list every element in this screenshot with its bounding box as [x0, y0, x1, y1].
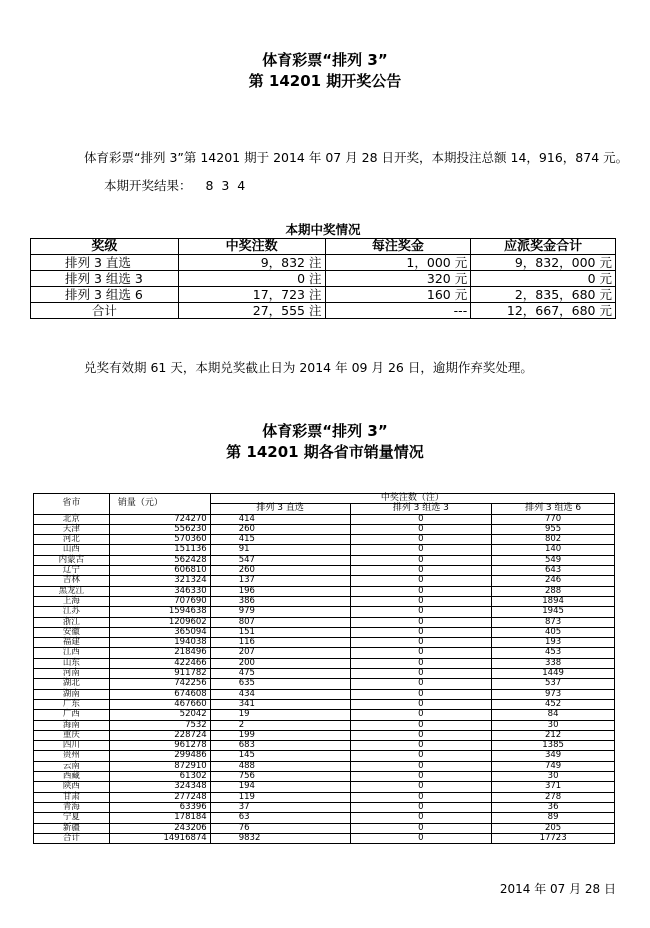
sales-province: 新疆 — [34, 823, 110, 833]
prize-table-caption: 本期中奖情况 — [285, 222, 361, 237]
table-row — [34, 792, 615, 802]
table-row — [34, 833, 615, 843]
sales-amount: 243206 — [109, 823, 210, 833]
sales-direct: 194 — [210, 782, 350, 792]
sales-group6: 453 — [492, 648, 615, 658]
sales-province: 湖南 — [34, 689, 110, 699]
sales-group3: 0 — [350, 514, 492, 524]
sales-province: 山西 — [34, 545, 110, 555]
sales-amount: 467660 — [109, 699, 210, 709]
prize-per: 1，000 元 — [325, 255, 471, 271]
sales-amount: 562428 — [109, 555, 210, 565]
sales-group6: 873 — [492, 617, 615, 627]
sales-amount: 570360 — [109, 535, 210, 545]
table-row — [34, 669, 615, 679]
table-row — [34, 596, 615, 606]
sales-group3: 0 — [350, 638, 492, 648]
sales-amount: 724270 — [109, 514, 210, 524]
sales-group3: 0 — [350, 802, 492, 812]
sales-amount: 556230 — [109, 524, 210, 534]
sales-amount: 218496 — [109, 648, 210, 658]
sales-group3: 0 — [350, 699, 492, 709]
table-row — [34, 648, 615, 658]
prize-header-count: 中奖注数 — [178, 239, 325, 255]
sales-direct: 434 — [210, 689, 350, 699]
sales-group3: 0 — [350, 813, 492, 823]
sales-direct: 683 — [210, 741, 350, 751]
sales-direct: 151 — [210, 627, 350, 637]
sales-group6: 749 — [492, 761, 615, 771]
sales-direct: 415 — [210, 535, 350, 545]
prize-level: 排列 3 组选 6 — [31, 287, 179, 303]
draw-result-numbers: 8 3 4 — [205, 178, 246, 193]
sales-amount: 61302 — [109, 772, 210, 782]
sales-subtitle: 第 14201 期各省市销量情况 — [226, 443, 424, 461]
sales-group3: 0 — [350, 833, 492, 843]
table-row — [34, 514, 615, 524]
prize-row-total — [31, 303, 616, 319]
prize-level: 排列 3 组选 3 — [31, 271, 179, 287]
prize-row — [31, 255, 616, 271]
draw-result-label: 本期开奖结果： — [104, 178, 192, 193]
sales-province: 河北 — [34, 535, 110, 545]
sales-group6: 140 — [492, 545, 615, 555]
sales-group3: 0 — [350, 669, 492, 679]
sales-province: 浙江 — [34, 617, 110, 627]
table-row — [34, 638, 615, 648]
sales-amount: 606810 — [109, 566, 210, 576]
table-row — [34, 699, 615, 709]
sales-amount: 52042 — [109, 710, 210, 720]
table-row — [34, 535, 615, 545]
sales-direct: 37 — [210, 802, 350, 812]
sales-group3: 0 — [350, 730, 492, 740]
sales-amount: 1594638 — [109, 607, 210, 617]
sales-direct: 116 — [210, 638, 350, 648]
prize-count: 27，555 注 — [178, 303, 325, 319]
prize-total: 12，667，680 元 — [471, 303, 616, 319]
sales-table-body — [34, 514, 615, 844]
table-row — [34, 555, 615, 565]
sales-direct: 386 — [210, 596, 350, 606]
sales-direct: 91 — [210, 545, 350, 555]
sales-amount: 872910 — [109, 761, 210, 771]
prize-count: 17，723 注 — [178, 287, 325, 303]
sales-group3: 0 — [350, 823, 492, 833]
sales-group3: 0 — [350, 751, 492, 761]
prize-total: 2，835，680 元 — [471, 287, 616, 303]
sales-group6: 212 — [492, 730, 615, 740]
sales-group6: 973 — [492, 689, 615, 699]
sales-header-group: 中奖注数（注） — [210, 494, 614, 504]
prize-total: 0 元 — [471, 271, 616, 287]
sales-province: 江苏 — [34, 607, 110, 617]
sales-direct: 488 — [210, 761, 350, 771]
sales-province: 陕西 — [34, 782, 110, 792]
sales-province: 辽宁 — [34, 566, 110, 576]
sales-group3: 0 — [350, 772, 492, 782]
sales-province: 贵州 — [34, 751, 110, 761]
sales-group3: 0 — [350, 627, 492, 637]
sales-province: 福建 — [34, 638, 110, 648]
prize-header-total: 应派奖金合计 — [471, 239, 616, 255]
sales-amount: 422466 — [109, 658, 210, 668]
sales-province: 西藏 — [34, 772, 110, 782]
prize-header-per: 每注奖金 — [325, 239, 471, 255]
sales-group3: 0 — [350, 689, 492, 699]
sales-amount: 324348 — [109, 782, 210, 792]
notice-title: 体育彩票“排列 3” — [262, 51, 388, 69]
sales-group6: 1385 — [492, 741, 615, 751]
sales-amount: 365094 — [109, 627, 210, 637]
sales-group3: 0 — [350, 782, 492, 792]
sales-province: 内蒙古 — [34, 555, 110, 565]
sales-group3: 0 — [350, 545, 492, 555]
table-row — [34, 802, 615, 812]
sales-amount: 674608 — [109, 689, 210, 699]
sales-province: 广东 — [34, 699, 110, 709]
sales-province: 天津 — [34, 524, 110, 534]
sales-amount: 321324 — [109, 576, 210, 586]
sales-direct: 9832 — [210, 833, 350, 843]
draw-result — [104, 176, 245, 194]
sales-group6: 643 — [492, 566, 615, 576]
sales-group3: 0 — [350, 535, 492, 545]
prize-row — [31, 287, 616, 303]
sales-amount: 707690 — [109, 596, 210, 606]
table-row — [34, 689, 615, 699]
prize-header-level: 奖级 — [31, 239, 179, 255]
prize-per: 320 元 — [325, 271, 471, 287]
sales-table — [33, 493, 615, 844]
sales-amount: 1209602 — [109, 617, 210, 627]
prize-per: 160 元 — [325, 287, 471, 303]
sales-amount: 346330 — [109, 586, 210, 596]
prize-level: 合计 — [31, 303, 179, 319]
sales-amount: 299486 — [109, 751, 210, 761]
sales-group6: 452 — [492, 699, 615, 709]
sales-group6: 802 — [492, 535, 615, 545]
sales-header-group6: 排列 3 组选 6 — [492, 504, 615, 514]
sales-province: 上海 — [34, 596, 110, 606]
sales-group3: 0 — [350, 741, 492, 751]
table-row — [34, 566, 615, 576]
expiry-notice: 兑奖有效期 61 天，本期兑奖截止日为 2014 年 09 月 26 日，逾期作弃奖处理。 — [84, 360, 533, 375]
sales-group6: 1894 — [492, 596, 615, 606]
sales-date: 2014 年 07 月 28 日 — [499, 882, 616, 896]
sales-group6: 288 — [492, 586, 615, 596]
sales-province: 河南 — [34, 669, 110, 679]
sales-direct: 475 — [210, 669, 350, 679]
sales-direct: 807 — [210, 617, 350, 627]
sales-header-sales: 销量（元） — [109, 494, 210, 515]
sales-group6: 84 — [492, 710, 615, 720]
sales-group6: 349 — [492, 751, 615, 761]
sales-group3: 0 — [350, 617, 492, 627]
sales-group6: 17723 — [492, 833, 615, 843]
sales-direct: 145 — [210, 751, 350, 761]
sales-province: 合计 — [34, 833, 110, 843]
sales-province: 北京 — [34, 514, 110, 524]
sales-amount: 63396 — [109, 802, 210, 812]
table-row — [34, 761, 615, 771]
sales-province: 四川 — [34, 741, 110, 751]
sales-group3: 0 — [350, 586, 492, 596]
sales-title: 体育彩票“排列 3” — [262, 422, 388, 440]
prize-header-row — [31, 239, 616, 255]
sales-direct: 414 — [210, 514, 350, 524]
sales-amount: 194038 — [109, 638, 210, 648]
sales-province: 山东 — [34, 658, 110, 668]
sales-group6: 205 — [492, 823, 615, 833]
sales-province: 广西 — [34, 710, 110, 720]
sales-group6: 371 — [492, 782, 615, 792]
sales-direct: 200 — [210, 658, 350, 668]
prize-total: 9，832，000 元 — [471, 255, 616, 271]
prize-per: --- — [325, 303, 471, 319]
sales-group3: 0 — [350, 679, 492, 689]
prize-row — [31, 271, 616, 287]
table-row — [34, 720, 615, 730]
sales-direct: 635 — [210, 679, 350, 689]
table-row — [34, 741, 615, 751]
sales-amount: 228724 — [109, 730, 210, 740]
table-row — [34, 545, 615, 555]
sales-group6: 955 — [492, 524, 615, 534]
sales-direct: 979 — [210, 607, 350, 617]
sales-header-group3: 排列 3 组选 3 — [350, 504, 492, 514]
sales-province: 重庆 — [34, 730, 110, 740]
sales-direct: 137 — [210, 576, 350, 586]
sales-group3: 0 — [350, 720, 492, 730]
table-row — [34, 627, 615, 637]
sales-direct: 199 — [210, 730, 350, 740]
sales-group3: 0 — [350, 576, 492, 586]
sales-group6: 770 — [492, 514, 615, 524]
sales-province: 湖北 — [34, 679, 110, 689]
sales-amount: 151136 — [109, 545, 210, 555]
table-row — [34, 772, 615, 782]
sales-direct: 76 — [210, 823, 350, 833]
sales-amount: 7532 — [109, 720, 210, 730]
sales-direct: 260 — [210, 566, 350, 576]
sales-province: 吉林 — [34, 576, 110, 586]
sales-province: 甘肃 — [34, 792, 110, 802]
sales-direct: 196 — [210, 586, 350, 596]
sales-group3: 0 — [350, 658, 492, 668]
sales-group3: 0 — [350, 607, 492, 617]
table-row — [34, 679, 615, 689]
table-row — [34, 823, 615, 833]
table-row — [34, 524, 615, 534]
table-row — [34, 576, 615, 586]
sales-direct: 260 — [210, 524, 350, 534]
sales-province: 宁夏 — [34, 813, 110, 823]
sales-direct: 63 — [210, 813, 350, 823]
sales-province: 江西 — [34, 648, 110, 658]
table-row — [34, 751, 615, 761]
sales-header-province: 省市 — [34, 494, 110, 515]
table-row — [34, 617, 615, 627]
sales-group3: 0 — [350, 761, 492, 771]
sales-amount: 277248 — [109, 792, 210, 802]
sales-province: 云南 — [34, 761, 110, 771]
sales-direct: 756 — [210, 772, 350, 782]
sales-amount: 178184 — [109, 813, 210, 823]
sales-group6: 1945 — [492, 607, 615, 617]
sales-group3: 0 — [350, 648, 492, 658]
sales-group3: 0 — [350, 596, 492, 606]
sales-group6: 1449 — [492, 669, 615, 679]
sales-direct: 2 — [210, 720, 350, 730]
sales-group6: 278 — [492, 792, 615, 802]
sales-header-direct: 排列 3 直选 — [210, 504, 350, 514]
sales-amount: 961278 — [109, 741, 210, 751]
sales-direct: 119 — [210, 792, 350, 802]
prize-count: 0 注 — [178, 271, 325, 287]
sales-direct: 19 — [210, 710, 350, 720]
sales-amount: 742256 — [109, 679, 210, 689]
sales-group6: 193 — [492, 638, 615, 648]
prize-count: 9，832 注 — [178, 255, 325, 271]
sales-group6: 30 — [492, 772, 615, 782]
sales-group6: 549 — [492, 555, 615, 565]
sales-province: 海南 — [34, 720, 110, 730]
sales-group6: 246 — [492, 576, 615, 586]
table-row — [34, 586, 615, 596]
table-row — [34, 607, 615, 617]
table-row — [34, 813, 615, 823]
table-row — [34, 658, 615, 668]
sales-group6: 338 — [492, 658, 615, 668]
table-row — [34, 782, 615, 792]
sales-group3: 0 — [350, 710, 492, 720]
sales-amount: 14916874 — [109, 833, 210, 843]
sales-group3: 0 — [350, 566, 492, 576]
sales-group6: 537 — [492, 679, 615, 689]
sales-province: 黑龙江 — [34, 586, 110, 596]
sales-group6: 405 — [492, 627, 615, 637]
sales-amount: 911782 — [109, 669, 210, 679]
notice-summary: 体育彩票“排列 3”第 14201 期于 2014 年 07 月 28 日开奖，本期投注总额 14，916，874 元。 — [84, 150, 629, 165]
sales-province: 青海 — [34, 802, 110, 812]
sales-group3: 0 — [350, 555, 492, 565]
sales-group3: 0 — [350, 792, 492, 802]
sales-direct: 341 — [210, 699, 350, 709]
sales-group6: 36 — [492, 802, 615, 812]
table-row — [34, 710, 615, 720]
prize-table — [30, 238, 616, 319]
prize-level: 排列 3 直选 — [31, 255, 179, 271]
sales-group6: 89 — [492, 813, 615, 823]
notice-subtitle: 第 14201 期开奖公告 — [248, 72, 402, 90]
sales-direct: 207 — [210, 648, 350, 658]
table-row — [34, 730, 615, 740]
sales-group6: 30 — [492, 720, 615, 730]
sales-province: 安徽 — [34, 627, 110, 637]
sales-group3: 0 — [350, 524, 492, 534]
sales-direct: 547 — [210, 555, 350, 565]
